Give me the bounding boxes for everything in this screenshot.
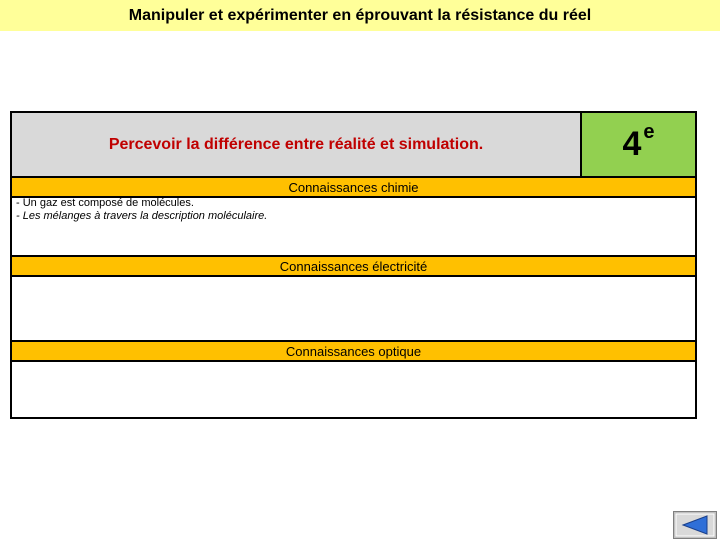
objective-text: Percevoir la différence entre réalité et simulation. xyxy=(12,113,582,176)
page-title: Manipuler et expérimenter en éprouvant la résistance du réel xyxy=(0,0,720,31)
grade-number: 4 xyxy=(622,125,642,163)
section-body-chimie xyxy=(16,197,691,223)
card-header xyxy=(12,113,695,176)
section-body-optique xyxy=(16,362,691,412)
section-header-electricite: Connaissances électricité xyxy=(12,255,695,277)
grade-badge xyxy=(582,113,695,176)
section-body-electricite xyxy=(16,277,691,337)
competence-card xyxy=(10,111,697,419)
triangle-left-icon xyxy=(675,513,715,537)
section-header-chimie: Connaissances chimie xyxy=(12,176,695,198)
section-header-optique: Connaissances optique xyxy=(12,340,695,362)
chimie-line-2: - Les mélanges à travers la description moléculaire. xyxy=(16,210,268,222)
chimie-line-1: - Un gaz est composé de molécules. xyxy=(16,197,194,209)
grade-suffix: e xyxy=(643,121,655,143)
back-button[interactable] xyxy=(673,511,717,539)
